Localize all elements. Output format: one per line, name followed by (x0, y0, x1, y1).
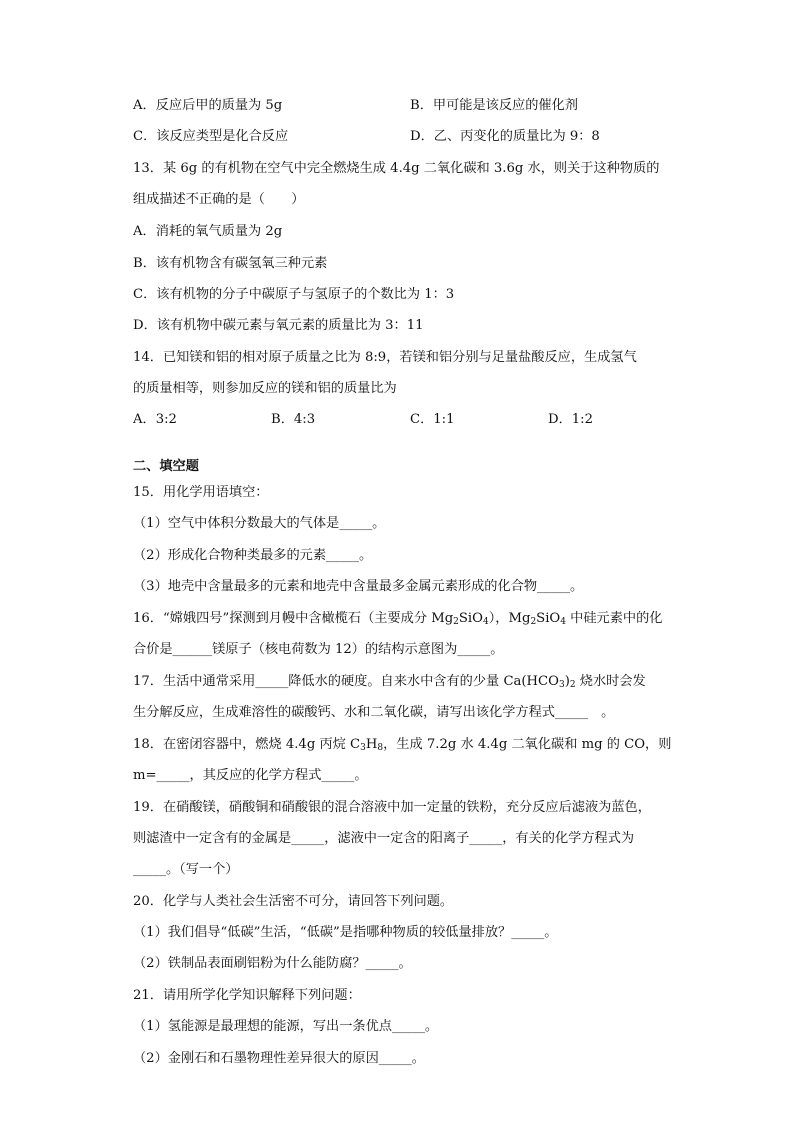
q20-item-1: （1）我们倡导“低碳”生活，“低碳”是指哪种物质的较低量排放？_____。 (133, 925, 558, 940)
q21-item-2: （2）金刚石和石墨物理性差异很大的原因_____。 (133, 1051, 425, 1066)
q15-item-1: （1）空气中体积分数最大的气体是_____。 (133, 516, 386, 531)
q18-text-a: 18．在密闭容器中，燃烧 4.4g 丙烷 C (133, 737, 361, 752)
q16-sub-4: 4 (560, 617, 566, 627)
q16-sub-1: 2 (453, 617, 459, 627)
q12-option-c: C．该反应类型是化合反应 (133, 129, 289, 144)
q18-line1 (133, 737, 671, 753)
q16-text-d: SiO (536, 611, 561, 626)
q13-option-b: B．该有机物含有碳氢氧三种元素 (133, 256, 328, 271)
q13-stem-line1: 13．某 6g 的有机物在空气中完全燃烧生成 4.4g 二氧化碳和 3.6g 水，则关于这种物质的 (133, 161, 660, 176)
q14-stem-line2: 的质量相等，则参加反应的镁和铝的质量比为 (133, 381, 397, 396)
q17-text-b: ) (564, 674, 570, 689)
q19-line2: 则滤渣中一定含有的金属是_____，滤液中一定含的阳离子_____，有关的化学方程式为 (133, 831, 635, 846)
q13-stem-line2: 组成描述不正确的是（ ） (133, 192, 305, 207)
q16-text-c: ），Mg (488, 611, 531, 626)
q16-sub-2: 4 (482, 617, 489, 627)
q17-sub-1: 3 (558, 680, 565, 690)
q14-stem-line1: 14．已知镁和铝的相对原子质量之比为 8:9，若镁和铝分别与足量盐酸反应，生成氢气 (133, 350, 637, 365)
q17-line2: 生分解反应，生成难溶性的碳酸钙、水和二氧化碳，请写出该化学方程式_____ 。 (133, 705, 615, 720)
q16-text-b: SiO (458, 611, 483, 626)
q13-option-c: C．该有机物的分子中碳原子与氢原子的个数比为 1：3 (133, 287, 455, 302)
q18-text-b: H (365, 737, 378, 752)
q13-option-d: D．该有机物中碳元素与氧元素的质量比为 3：11 (133, 318, 424, 333)
q20-item-2: （2）铁制品表面刷铝粉为什么能防腐？_____。 (133, 956, 412, 971)
q19-line3: _____。（写一个） (133, 862, 239, 877)
q17-text-a: 17．生活中通常采用_____降低水的硬度。自来水中含有的少量 Ca(HCO (133, 674, 559, 689)
q20-stem: 20．化学与人类社会生活密不可分，请回答下列问题。 (133, 894, 454, 909)
q12-option-a: A．反应后甲的质量为 5g (133, 98, 283, 113)
q15-stem: 15．用化学用语填空： (133, 485, 269, 500)
q16-line1 (133, 611, 663, 627)
q16-text-a: 16．“嫦娥四号”探测到月幔中含橄榄石（主要成分 Mg (133, 611, 454, 626)
q14-option-b: B．4:3 (271, 412, 316, 427)
q18-sub-2: 8 (377, 743, 384, 753)
q21-item-1: （1）氢能源是最理想的能源，写出一条优点_____。 (133, 1019, 439, 1034)
q17-line1 (133, 674, 646, 690)
q14-option-a: A．3:2 (133, 412, 177, 427)
q16-sub-3: 2 (530, 617, 537, 627)
q19-line1: 19．在硝酸镁，硝酸铜和硝酸银的混合溶液中加一定量的铁粉，充分反应后滤液为蓝色， (133, 800, 651, 815)
q17-text-c: 烧水时会发 (575, 674, 646, 689)
q15-item-2: （2）形成化合物种类最多的元素_____。 (133, 548, 373, 563)
q12-option-b: B．甲可能是该反应的催化剂 (410, 98, 578, 113)
q18-line2: m=_____，其反应的化学方程式_____。 (133, 768, 368, 783)
q21-stem: 21．请用所学化学知识解释下列问题： (133, 988, 361, 1003)
section-heading: 二、填空题 (133, 459, 199, 474)
q18-text-c: ，生成 7.2g 水 4.4g 二氧化碳和 mg 的 CO，则 (383, 737, 672, 752)
q18-sub-1: 3 (360, 743, 366, 753)
q16-line2: 合价是______镁原子（核电荷数为 12）的结构示意图为_____。 (133, 642, 504, 657)
q16-text-e: 中硅元素中的化 (565, 611, 663, 626)
q14-option-c: C．1:1 (410, 412, 455, 427)
q12-option-d: D．乙、丙变化的质量比为 9：8 (410, 129, 600, 144)
q13-option-a: A．消耗的氧气质量为 2g (133, 224, 283, 239)
q17-sub-2: 2 (569, 680, 576, 690)
q15-item-3: （3）地壳中含量最多的元素和地壳中含量最多金属元素形成的化合物_____。 (133, 579, 584, 594)
q14-option-d: D．1:2 (548, 412, 593, 427)
